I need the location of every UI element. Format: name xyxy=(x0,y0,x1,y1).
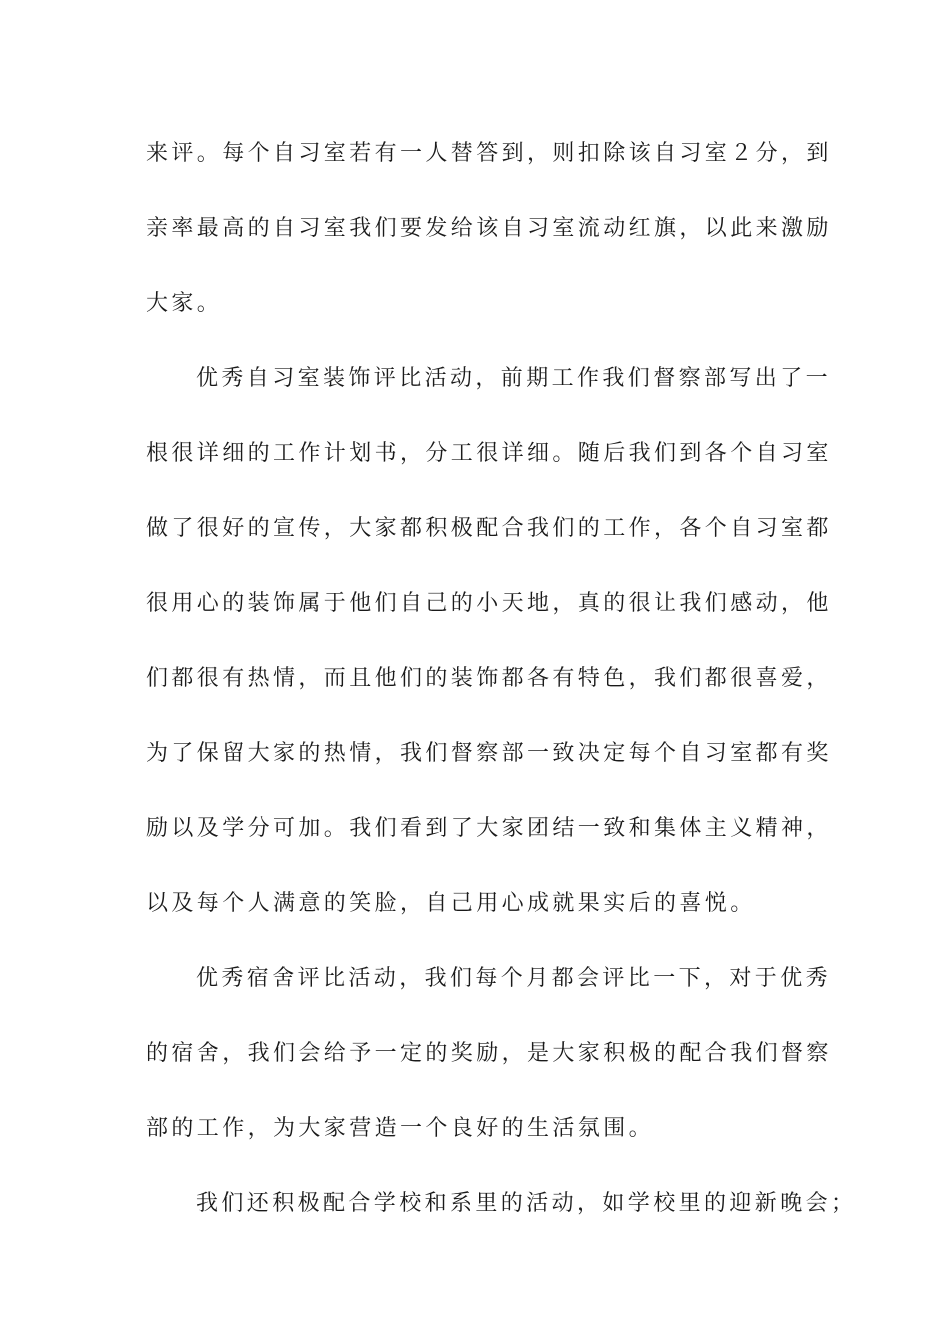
text-line: 优秀宿舍评比活动，我们每个月都会评比一下，对于优秀 xyxy=(196,966,832,991)
text-line: 们都很有热情，而且他们的装饰都各有特色，我们都很喜爱， xyxy=(146,666,832,691)
text-line: 大家。 xyxy=(146,291,223,316)
text-line: 我们还积极配合学校和系里的活动，如学校里的迎新晚会； xyxy=(196,1191,857,1216)
text-line: 励以及学分可加。我们看到了大家团结一致和集体主义精神， xyxy=(146,816,832,841)
text-line: 的宿舍，我们会给予一定的奖励，是大家积极的配合我们督察 xyxy=(146,1041,832,1066)
text-line: 做了很好的宣传，大家都积极配合我们的工作，各个自习室都 xyxy=(146,516,832,541)
text-line: 来评。每个自习室若有一人替答到，则扣除该自习室２分，到 xyxy=(146,141,832,166)
text-line: 以及每个人满意的笑脸，自己用心成就果实后的喜悦。 xyxy=(146,891,756,916)
text-line: 部的工作，为大家营造一个良好的生活氛围。 xyxy=(146,1116,655,1141)
text-line: 亲率最高的自习室我们要发给该自习室流动红旗，以此来激励 xyxy=(146,216,832,241)
text-line: 根很详细的工作计划书，分工很详细。随后我们到各个自习室 xyxy=(146,441,832,466)
text-line: 优秀自习室装饰评比活动，前期工作我们督察部写出了一 xyxy=(196,366,832,391)
text-line: 为了保留大家的热情，我们督察部一致决定每个自习室都有奖 xyxy=(146,741,832,766)
body-text xyxy=(146,128,857,1253)
text-line: 很用心的装饰属于他们自己的小天地，真的很让我们感动，他 xyxy=(146,591,832,616)
